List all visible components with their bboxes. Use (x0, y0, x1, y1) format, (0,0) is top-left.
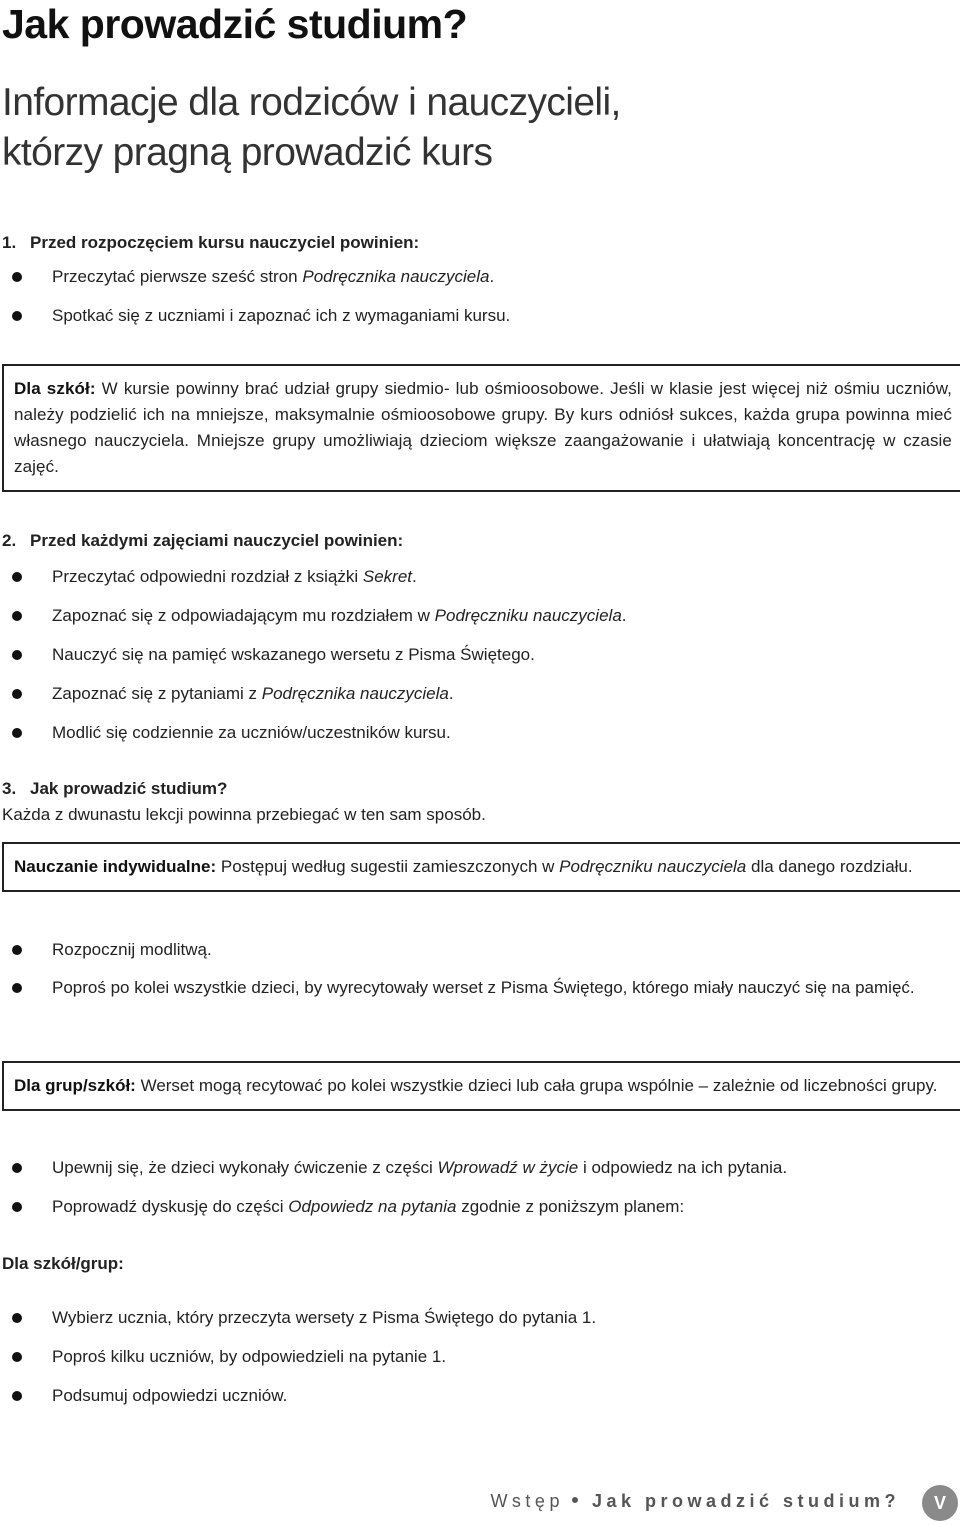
bullet-icon (12, 1391, 22, 1401)
bullet-text: Poproś po kolei wszystkie dzieci, by wyrecytowały werset z Pisma Świętego, którego miały nauczyć się na pamięć. (52, 978, 915, 997)
bullet-text: Zapoznać się z pytaniami z (52, 684, 262, 703)
bullet-italic: Sekret (362, 567, 412, 586)
box-label: Dla grup/szkół: (14, 1076, 136, 1095)
page-title: Jak prowadzić studium? (2, 1, 468, 47)
bullet-icon (12, 1313, 22, 1323)
bullet-item (12, 1344, 942, 1370)
bullet-item (12, 1155, 942, 1181)
page-subtitle (2, 78, 621, 178)
box-text: Postępuj według sugestii zamieszczonych w (216, 857, 560, 876)
section-1-number: 1. (2, 233, 17, 252)
bullet-text: Spotkać się z uczniami i zapoznać ich z wymaganiami kursu. (52, 306, 511, 325)
bullet-text: Poprowadź dyskusję do części (52, 1197, 289, 1216)
footer-section: Wstęp (490, 1491, 564, 1511)
bullet-item (12, 603, 942, 629)
bullet-text: Przeczytać odpowiedni rozdział z książki (52, 567, 363, 586)
bullet-text-end: . (489, 267, 495, 286)
box-italic: Podręczniku nauczyciela (559, 857, 747, 876)
section-3-intro: Każda z dwunastu lekcji powinna przebiegać w ten sam sposób. (2, 805, 486, 824)
bullet-icon (12, 1202, 22, 1212)
individual-teaching-box (2, 842, 960, 892)
bullet-text: Zapoznać się z odpowiadającym mu rozdziałem w (52, 606, 435, 625)
bullet-item (12, 1194, 942, 1220)
bullet-item (12, 264, 942, 290)
section-1-heading (2, 232, 419, 254)
bullet-item (12, 1305, 942, 1331)
bullet-item (12, 681, 942, 707)
bullet-item (12, 642, 942, 668)
groups-note-box (2, 1061, 960, 1111)
bullet-icon (12, 983, 22, 993)
bullet-text: Poproś kilku uczniów, by odpowiedzieli na pytanie 1. (52, 1347, 447, 1366)
bullet-text: Nauczyć się na pamięć wskazanego wersetu z Pisma Świętego. (52, 645, 535, 664)
bullet-item (12, 303, 942, 329)
section-2-number: 2. (2, 531, 17, 550)
box-label: Nauczanie indywidualne: (14, 857, 217, 876)
bullet-text-end: . (621, 606, 627, 625)
bullet-italic: Wprowadź w życie (437, 1158, 579, 1177)
bullet-text: Upewnij się, że dzieci wykonały ćwiczenie z części (52, 1158, 438, 1177)
bullet-icon (12, 689, 22, 699)
bullet-icon (12, 611, 22, 621)
section-3-heading-text: Jak prowadzić studium? (30, 779, 228, 798)
footer-separator-icon (572, 1497, 578, 1503)
bullet-text: Przeczytać pierwsze sześć stron (52, 267, 303, 286)
box-text: W kursie powinny brać udział grupy siedmio- lub ośmioosobowe. Jeśli w klasie jest więcej niż ośmiu uczniów, należy podzielić ich na mniejsze, maksymalnie ośmioosobowe grupy. By kurs odniósł sukces, każda grupa powinna mieć własnego nauczyciela. Mniejsze grupy umożliwiają dzieciom większe zaangażowanie i ułatwiają koncentrację w czasie zajęć. (14, 379, 952, 476)
bullet-item (12, 720, 942, 746)
bullet-text-end: i odpowiedz na ich pytania. (578, 1158, 788, 1177)
bullet-text: Podsumuj odpowiedzi uczniów. (52, 1386, 288, 1405)
bullet-italic: Podręczniku nauczyciela (434, 606, 622, 625)
bullet-icon (12, 1352, 22, 1362)
bullet-text-end: zgodnie z poniższym planem: (456, 1197, 685, 1216)
box-text-end: dla danego rozdziału. (746, 857, 913, 876)
bullet-icon (12, 1163, 22, 1173)
bullet-item (12, 1383, 942, 1409)
bullet-text-end: . (412, 567, 417, 586)
bullet-icon (12, 272, 22, 282)
bullet-text: Wybierz ucznia, który przeczyta wersety z Pisma Świętego do pytania 1. (52, 1308, 597, 1327)
section-2-heading (2, 530, 403, 552)
section-1-heading-text: Przed rozpoczęciem kursu nauczyciel powinien: (30, 233, 420, 252)
bullet-item (12, 564, 942, 590)
schools-note-box (2, 364, 960, 492)
bullet-item (12, 975, 942, 1001)
bullet-text: Rozpocznij modlitwą. (52, 940, 212, 959)
box-label: Dla szkół: (14, 379, 96, 398)
section-2-heading-text: Przed każdymi zajęciami nauczyciel powinien: (30, 531, 404, 550)
bullet-italic: Podręcznika nauczyciela (261, 684, 449, 703)
bullet-italic: Podręcznika nauczyciela (302, 267, 490, 286)
bullet-icon (12, 311, 22, 321)
bullet-icon (12, 650, 22, 660)
schools-groups-subheading: Dla szkół/grup: (2, 1254, 124, 1273)
bullet-item (12, 937, 942, 963)
section-3-number: 3. (2, 779, 17, 798)
bullet-text-end: . (448, 684, 454, 703)
bullet-icon (12, 572, 22, 582)
page-number-badge: V (922, 1485, 958, 1521)
subtitle-line-2: którzy pragną prowadzić kurs (2, 131, 493, 174)
box-text: Werset mogą recytować po kolei wszystkie dzieci lub cała grupa wspólnie – zależnie od liczebności grupy. (135, 1076, 938, 1095)
bullet-icon (12, 728, 22, 738)
section-3-heading (2, 778, 227, 800)
page-footer (490, 1491, 900, 1512)
bullet-italic: Odpowiedz na pytania (288, 1197, 457, 1216)
bullet-text: Modlić się codziennie za uczniów/uczestników kursu. (52, 723, 451, 742)
subtitle-line-1: Informacje dla rodziców i nauczycieli, (2, 81, 621, 124)
bullet-icon (12, 945, 22, 955)
footer-chapter: Jak prowadzić studium? (591, 1491, 900, 1511)
